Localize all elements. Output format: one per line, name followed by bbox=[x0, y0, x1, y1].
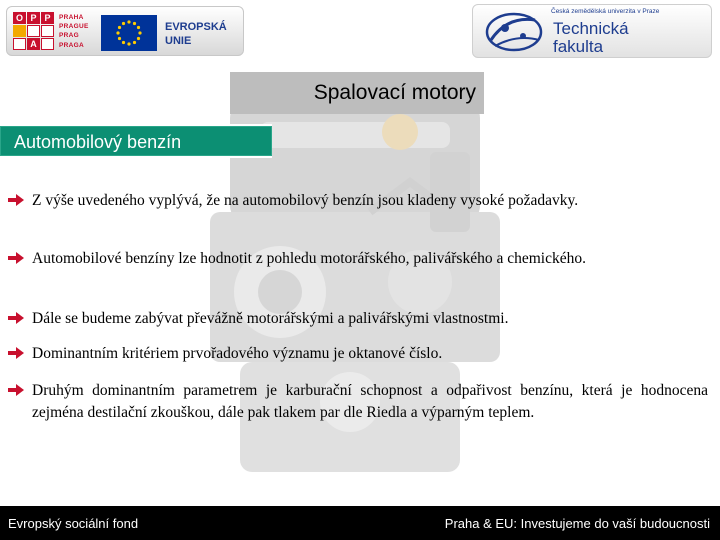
praha-word: PRAG bbox=[59, 32, 79, 40]
section-title: Automobilový benzín bbox=[14, 132, 182, 152]
opp-cell-white bbox=[41, 25, 54, 37]
praha-word: PRAGUE bbox=[59, 23, 89, 31]
opp-letter: O bbox=[13, 12, 26, 24]
list-item-text: Dominantním kritériem prvořadového významu je oktanové číslo. bbox=[32, 345, 443, 362]
opp-eu-logo bbox=[6, 6, 244, 56]
eu-label-line1: EVROPSKÁ bbox=[165, 21, 227, 33]
praha-word: PRAGA bbox=[59, 41, 84, 49]
opp-cell-white bbox=[41, 38, 54, 50]
opp-cell-orange bbox=[13, 25, 26, 37]
eu-label bbox=[165, 20, 245, 48]
list-item-text: Druhým dominantním parametrem je karburační schopnost a odpařivost benzínu, která je hodnocena zejména destilační zkouškou, dále pak tlakem par dle Riedla a výparným teplem. bbox=[32, 382, 708, 421]
opp-cell-white bbox=[27, 25, 40, 37]
section-header bbox=[0, 124, 272, 158]
footer-right-text: Praha & EU: Investujeme do vaší budoucnosti bbox=[444, 516, 710, 531]
opp-letter: P bbox=[41, 12, 54, 24]
opp-letter: P bbox=[27, 12, 40, 24]
tf-emblem-icon bbox=[483, 10, 545, 54]
faculty-logo bbox=[472, 4, 712, 58]
eu-flag-icon bbox=[101, 15, 157, 51]
faculty-name-line2: fakulta bbox=[553, 37, 604, 56]
footer-left-text: Evropský sociální fond bbox=[8, 516, 139, 531]
opp-cell-white bbox=[13, 38, 26, 50]
eu-label-line2: UNIE bbox=[165, 35, 192, 47]
faculty-name-line1: Technická bbox=[553, 19, 629, 38]
praha-words bbox=[59, 13, 95, 53]
arrow-bullet-icon bbox=[8, 252, 24, 264]
arrow-bullet-icon bbox=[8, 194, 24, 206]
arrow-bullet-icon bbox=[8, 312, 24, 324]
arrow-bullet-icon bbox=[8, 347, 24, 359]
list-item-text: Automobilové benzíny lze hodnotit z pohledu motorářského, palivářského a chemického. bbox=[32, 250, 586, 267]
footer bbox=[0, 506, 720, 540]
header bbox=[0, 0, 720, 62]
university-name: Česká zemědělská univerzita v Praze bbox=[551, 8, 660, 15]
opp-letter: A bbox=[27, 38, 40, 50]
arrow-bullet-icon bbox=[8, 384, 24, 396]
opp-logo-icon bbox=[13, 12, 55, 52]
page-title: Spalovací motory bbox=[230, 72, 484, 114]
list-item-text: Dále se budeme zabývat převážně motorářskými a palivářskými vlastnostmi. bbox=[32, 310, 509, 327]
list-item-text: Z výše uvedeného vyplývá, že na automobilový benzín jsou kladeny vysoké požadavky. bbox=[32, 192, 579, 209]
praha-word: PRAHA bbox=[59, 14, 84, 21]
